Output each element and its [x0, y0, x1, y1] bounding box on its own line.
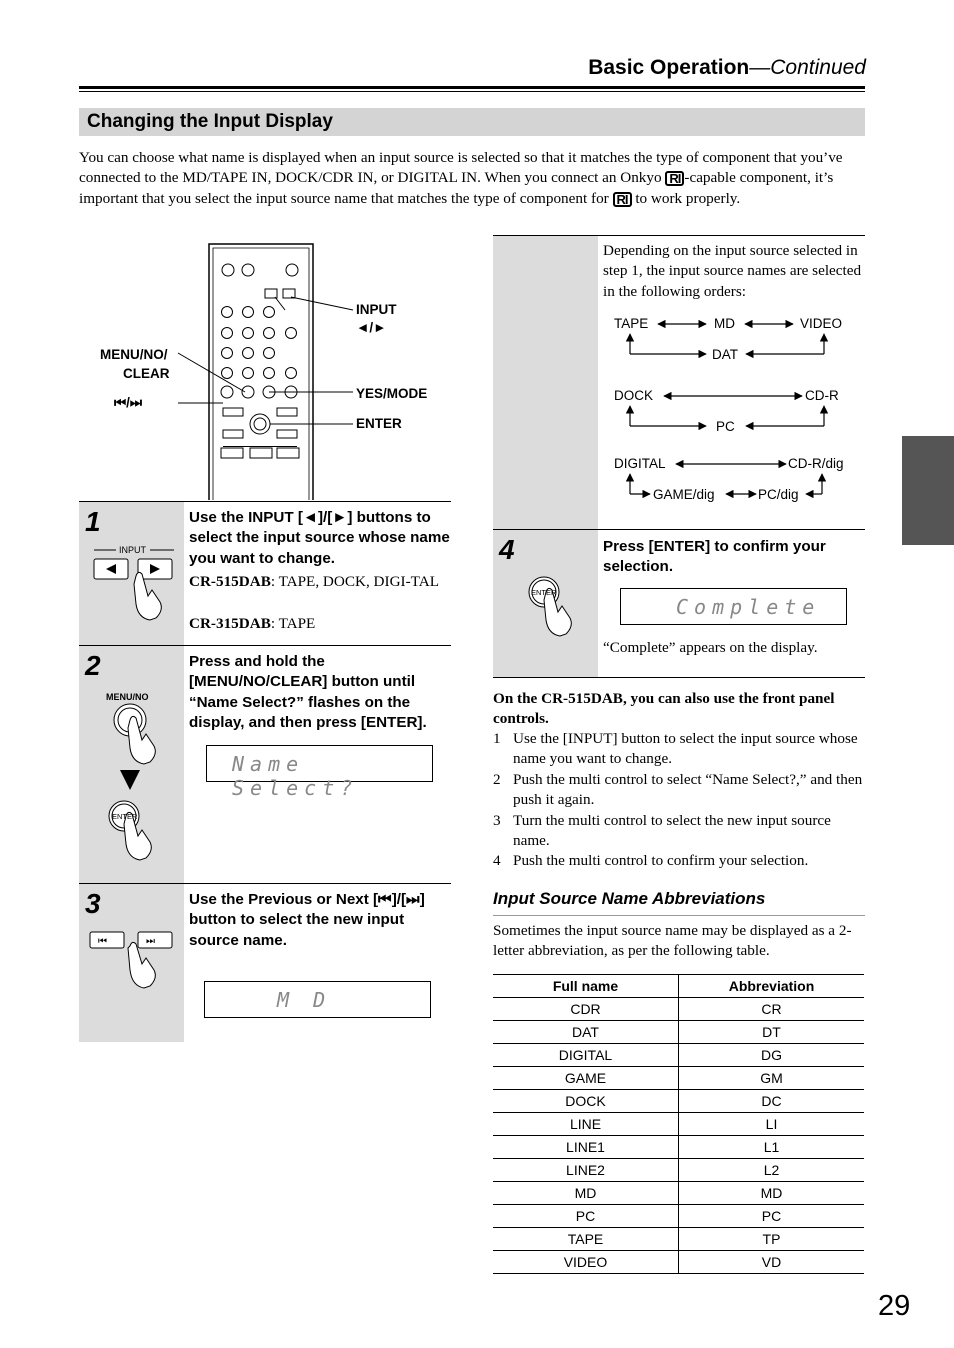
full-name-cell: PC [493, 1205, 679, 1228]
order-item: DAT [712, 347, 738, 362]
list-text: Push the multi control to confirm your selection. [513, 852, 809, 870]
order-item: CD-R [805, 388, 839, 403]
front-panel-heading: On the CR-515DAB, you can also use the front panel controls. [493, 690, 835, 728]
abbreviation-cell: DC [679, 1090, 865, 1113]
list-text: Push the multi control to select “Name Select?,” and then push it again. [513, 770, 863, 809]
abbreviation-table [493, 974, 864, 1274]
full-name-cell: DIGITAL [493, 1044, 679, 1067]
abbreviation-cell: LI [679, 1113, 865, 1136]
svg-text:⏮: ⏮ [98, 936, 107, 947]
remote-label-input: INPUT [356, 302, 397, 317]
abbreviation-cell: PC [679, 1205, 865, 1228]
intro-paragraph [79, 148, 865, 209]
full-name-cell: LINE2 [493, 1159, 679, 1182]
table-row [493, 1251, 864, 1274]
step-instruction: Use the INPUT [◄]/[►] buttons to select the input source whose name you want to change. [189, 509, 450, 567]
table-row [493, 1090, 864, 1113]
full-name-cell: DOCK [493, 1090, 679, 1113]
intro-text-2: -capable component, it’s important that you select the input source name that matches the type of component for [79, 169, 834, 207]
column-header: Abbreviation [679, 975, 865, 998]
lcd-display [204, 981, 431, 1018]
order-arrows-diagram [600, 300, 865, 510]
intro-text-3: to work properly. [631, 189, 741, 207]
lcd-text: Name Select? [232, 752, 359, 800]
menu-enter-press-icon [100, 702, 180, 872]
page-header [588, 56, 866, 80]
order-item: CD-R/dig [788, 456, 844, 471]
ri-logo-icon: RI [613, 192, 632, 207]
table-row [493, 1067, 864, 1090]
front-panel-list [493, 729, 865, 872]
abbreviation-cell: MD [679, 1182, 865, 1205]
step-number: 4 [499, 534, 515, 565]
list-number: 4 [493, 852, 501, 870]
step-rule [79, 883, 451, 884]
input-buttons-icon [90, 544, 180, 624]
step-icon-label: INPUT [119, 545, 146, 555]
list-item [493, 851, 865, 871]
model-sources: : TAPE, DOCK, DIGI-TAL [270, 573, 439, 590]
prev-next-buttons-icon [88, 930, 180, 1000]
step-note [189, 571, 447, 592]
abbreviation-cell: DG [679, 1044, 865, 1067]
abbreviation-cell: L1 [679, 1136, 865, 1159]
remote-label-yes-mode: YES/MODE [356, 386, 428, 401]
abbreviation-cell: GM [679, 1067, 865, 1090]
step-note [189, 613, 315, 634]
abbreviations-rule [493, 915, 865, 916]
step-rule [79, 645, 451, 646]
section-title: Changing the Input Display [87, 111, 333, 132]
step-number: 3 [85, 888, 101, 919]
order-item: TAPE [614, 316, 649, 331]
table-row [493, 1021, 864, 1044]
order-item: MD [714, 316, 735, 331]
list-item [493, 729, 865, 770]
list-text: Turn the multi control to select the new input source name. [513, 811, 831, 850]
full-name-cell: TAPE [493, 1228, 679, 1251]
header-rule [79, 86, 865, 89]
step-note: “Complete” appears on the display. [603, 639, 818, 656]
remote-label-prev-next: ⏮/⏭ [114, 395, 143, 410]
step-rule [493, 529, 865, 530]
full-name-cell: VIDEO [493, 1251, 679, 1274]
order-item: DIGITAL [614, 456, 666, 471]
model-sources: : TAPE [270, 615, 316, 632]
order-item: PC/dig [758, 487, 799, 502]
table-row [493, 1228, 864, 1251]
header-title: Basic Operation [588, 56, 750, 79]
lcd-text: M D [277, 988, 332, 1012]
step-instruction: Press [ENTER] to confirm your selection. [603, 538, 826, 576]
chapter-tab [902, 436, 954, 545]
remote-label-enter: ENTER [356, 416, 402, 431]
ri-logo-icon: RI [665, 171, 684, 186]
abbreviation-cell: DT [679, 1021, 865, 1044]
table-row [493, 1136, 864, 1159]
svg-text:⏭: ⏭ [146, 936, 155, 947]
step-icon-label: ENTER [531, 588, 557, 597]
full-name-cell: LINE1 [493, 1136, 679, 1159]
abbreviations-intro: Sometimes the input source name may be displayed as a 2-letter abbreviation, as per the following table. [493, 922, 852, 960]
header-rule-thin [79, 91, 865, 92]
list-item [493, 811, 865, 852]
order-item: DOCK [614, 388, 654, 403]
list-item [493, 770, 865, 811]
enter-press-icon [522, 574, 592, 644]
order-item: PC [716, 419, 735, 434]
list-number: 3 [493, 811, 501, 829]
remote-label-input-arrows: ◄/► [356, 320, 387, 335]
abbreviations-heading: Input Source Name Abbreviations [493, 889, 766, 908]
table-row [493, 1205, 864, 1228]
model-name: CR-515DAB [189, 573, 271, 590]
remote-label-menu-2: CLEAR [123, 366, 170, 381]
list-number: 1 [493, 730, 501, 747]
list-number: 2 [493, 770, 501, 788]
section-heading-bar [79, 108, 865, 136]
abbreviation-cell: VD [679, 1251, 865, 1274]
list-text: Use the [INPUT] button to select the input source whose name you want to change. [513, 730, 858, 768]
full-name-cell: MD [493, 1182, 679, 1205]
lcd-text: Complete [676, 595, 821, 619]
table-row [493, 1159, 864, 1182]
intro-text-1: You can choose what name is displayed when an input source is selected so that it matches the type of component that you’ve connected to the MD/TAPE IN, DOCK/CDR IN, or DIGITAL IN. When you connect an Onkyo [79, 149, 843, 187]
step-instruction: Press and hold the [MENU/NO/CLEAR] button until “Name Select?” flashes on the display, and then press [ENTER]. [189, 653, 427, 732]
orders-intro: Depending on the input source selected in step 1, the input source names are selected in the following orders: [603, 242, 862, 300]
step-rule [493, 677, 865, 678]
column-header: Full name [493, 975, 679, 998]
table-row [493, 1044, 864, 1067]
step-instruction: Use the Previous or Next [⏮]/[⏭] button to select the new input source name. [189, 891, 425, 949]
lcd-display [206, 745, 433, 800]
full-name-cell: LINE [493, 1113, 679, 1136]
abbreviation-cell: CR [679, 998, 865, 1021]
page-number: 29 [878, 1290, 911, 1322]
lcd-display [620, 588, 847, 625]
table-header-row [493, 975, 864, 998]
order-item: GAME/dig [653, 487, 715, 502]
header-continued: —Continued [749, 56, 866, 79]
step-number: 1 [85, 506, 101, 537]
abbreviation-cell: TP [679, 1228, 865, 1251]
step-icon-label: MENU/NO [106, 692, 149, 702]
full-name-cell: CDR [493, 998, 679, 1021]
table-row [493, 1182, 864, 1205]
full-name-cell: DAT [493, 1021, 679, 1044]
remote-label-menu-1: MENU/NO/ [100, 347, 168, 362]
order-item: VIDEO [800, 316, 843, 331]
step-number: 2 [85, 650, 101, 681]
table-row [493, 1113, 864, 1136]
table-row [493, 998, 864, 1021]
full-name-cell: GAME [493, 1067, 679, 1090]
step-icon-label: ENTER [112, 812, 138, 821]
abbreviation-cell: L2 [679, 1159, 865, 1182]
model-name: CR-315DAB [189, 615, 271, 632]
